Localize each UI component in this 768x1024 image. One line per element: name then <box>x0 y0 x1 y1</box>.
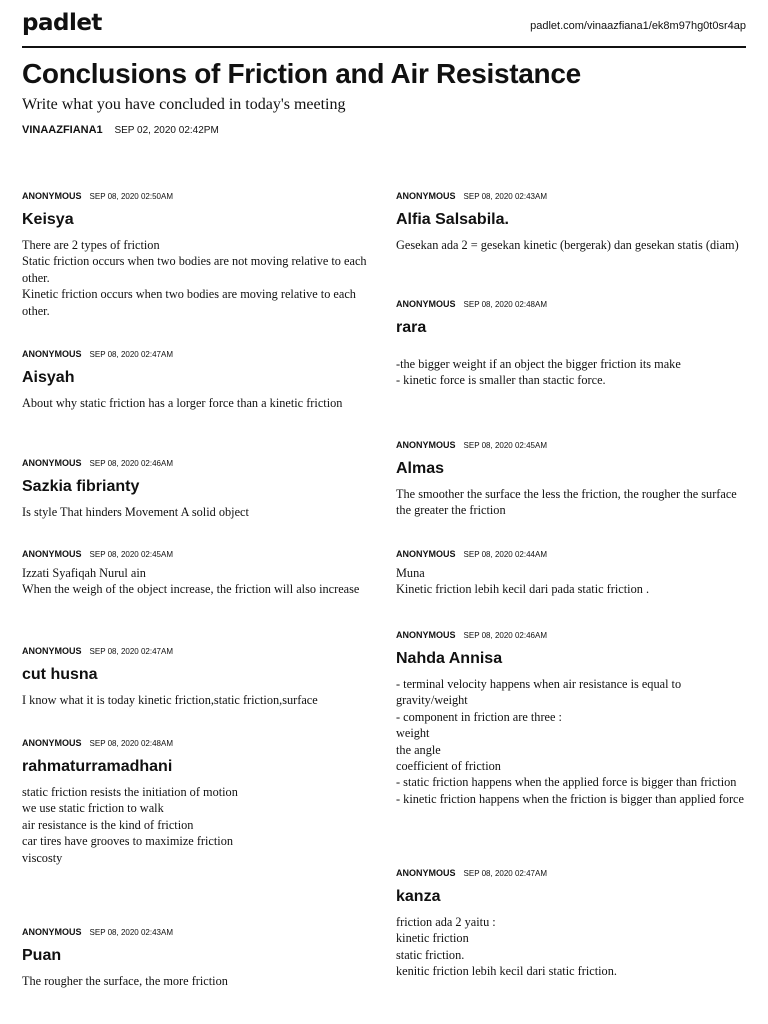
board-meta <box>22 124 219 136</box>
post-time: SEP 08, 2020 02:48AM <box>463 300 547 309</box>
post-time: SEP 08, 2020 02:45AM <box>89 550 173 559</box>
post-time: SEP 08, 2020 02:47AM <box>89 647 173 656</box>
post-time: SEP 08, 2020 02:43AM <box>463 192 547 201</box>
post-author: ANONYMOUS <box>396 299 456 309</box>
post-author: ANONYMOUS <box>22 549 82 559</box>
post-card[interactable] <box>22 348 374 411</box>
board-date: SEP 02, 2020 02:42PM <box>114 125 219 136</box>
post-card[interactable] <box>22 190 374 319</box>
post-body: -the bigger weight if an object the bigger friction its make - kinetic force is smaller than stactic force. <box>396 357 681 388</box>
post-body: I know what it is today kinetic friction,static friction,surface <box>22 693 318 707</box>
post-title: Sazkia fibrianty <box>22 478 140 495</box>
post-author: ANONYMOUS <box>396 191 456 201</box>
post-card[interactable] <box>22 737 374 866</box>
post-card[interactable] <box>396 298 748 389</box>
post-time: SEP 08, 2020 02:46AM <box>463 631 547 640</box>
post-author: ANONYMOUS <box>22 927 82 937</box>
post-author: ANONYMOUS <box>396 440 456 450</box>
post-card[interactable] <box>22 548 374 598</box>
post-meta <box>22 645 374 658</box>
post-body: The rougher the surface, the more friction <box>22 974 228 988</box>
post-time: SEP 08, 2020 02:44AM <box>463 550 547 559</box>
post-meta <box>22 457 374 470</box>
post-body: friction ada 2 yaitu : kinetic friction static friction. kenitic friction lebih kecil dari static friction. <box>396 915 617 979</box>
post-meta <box>396 548 748 561</box>
post-meta <box>396 439 748 452</box>
post-title: Alfia Salsabila. <box>396 211 509 228</box>
post-time: SEP 08, 2020 02:43AM <box>89 928 173 937</box>
post-meta <box>396 867 748 880</box>
post-body: - terminal velocity happens when air resistance is equal to gravity/weight - component in friction are three : weight the angle coefficient of friction - static friction happens when the applied force is bigger than friction - kinetic friction happens when the friction is bigger than applied force <box>396 677 744 806</box>
post-meta <box>22 737 374 750</box>
post-title: rara <box>396 319 427 336</box>
post-author: ANONYMOUS <box>22 738 82 748</box>
post-body: The smoother the surface the less the friction, the rougher the surface the greater the friction <box>396 487 737 518</box>
post-title: Nahda Annisa <box>396 650 503 667</box>
post-card[interactable] <box>396 548 748 598</box>
post-title: rahmaturramadhani <box>22 758 173 775</box>
page-url: padlet.com/vinaazfiana1/ek8m97hg0t0sr4ap <box>530 20 746 32</box>
board-author: VINAAZFIANA1 <box>22 124 103 136</box>
post-card[interactable] <box>22 645 374 708</box>
post-meta <box>22 548 374 561</box>
post-title: Keisya <box>22 211 74 228</box>
post-card[interactable] <box>396 867 748 980</box>
post-time: SEP 08, 2020 02:47AM <box>89 350 173 359</box>
post-meta <box>22 190 374 203</box>
post-time: SEP 08, 2020 02:46AM <box>89 459 173 468</box>
post-card[interactable] <box>22 926 374 989</box>
post-author: ANONYMOUS <box>396 630 456 640</box>
post-title: Puan <box>22 947 62 964</box>
post-card[interactable] <box>22 457 374 520</box>
post-title: cut husna <box>22 666 98 683</box>
post-body: static friction resists the initiation of motion we use static friction to walk air resistance is the kind of friction car tires have grooves to maximize friction viscosty <box>22 785 238 865</box>
post-body: About why static friction has a lorger force than a kinetic friction <box>22 396 343 410</box>
post-body: Is style That hinders Movement A solid object <box>22 505 249 519</box>
post-body: Muna Kinetic friction lebih kecil dari pada static friction . <box>396 566 650 597</box>
post-body: Gesekan ada 2 = gesekan kinetic (bergerak) dan gesekan statis (diam) <box>396 238 739 252</box>
padlet-logo[interactable]: padlet <box>22 10 102 36</box>
post-meta <box>22 926 374 939</box>
post-title: Aisyah <box>22 369 75 386</box>
post-author: ANONYMOUS <box>22 646 82 656</box>
page-title: Conclusions of Friction and Air Resistance <box>22 58 581 89</box>
post-author: ANONYMOUS <box>396 549 456 559</box>
post-card[interactable] <box>396 190 748 253</box>
post-body: There are 2 types of friction Static friction occurs when two bodies are not moving relative to each other. Kinetic friction occurs when two bodies are moving relative to each other. <box>22 238 367 318</box>
post-card[interactable] <box>396 629 748 807</box>
post-time: SEP 08, 2020 02:50AM <box>89 192 173 201</box>
post-meta <box>396 190 748 203</box>
post-meta <box>396 629 748 642</box>
post-author: ANONYMOUS <box>22 349 82 359</box>
page-subtitle: Write what you have concluded in today's meeting <box>22 96 346 113</box>
post-author: ANONYMOUS <box>22 191 82 201</box>
post-title: kanza <box>396 888 441 905</box>
post-time: SEP 08, 2020 02:48AM <box>89 739 173 748</box>
post-meta <box>396 298 748 311</box>
post-meta <box>22 348 374 361</box>
post-author: ANONYMOUS <box>22 458 82 468</box>
post-title: Almas <box>396 460 445 477</box>
post-card[interactable] <box>396 439 748 519</box>
post-time: SEP 08, 2020 02:47AM <box>463 869 547 878</box>
post-time: SEP 08, 2020 02:45AM <box>463 441 547 450</box>
top-bar <box>22 0 746 48</box>
post-body: Izzati Syafiqah Nurul ain When the weigh of the object increase, the friction will also increase <box>22 566 360 597</box>
post-author: ANONYMOUS <box>396 868 456 878</box>
